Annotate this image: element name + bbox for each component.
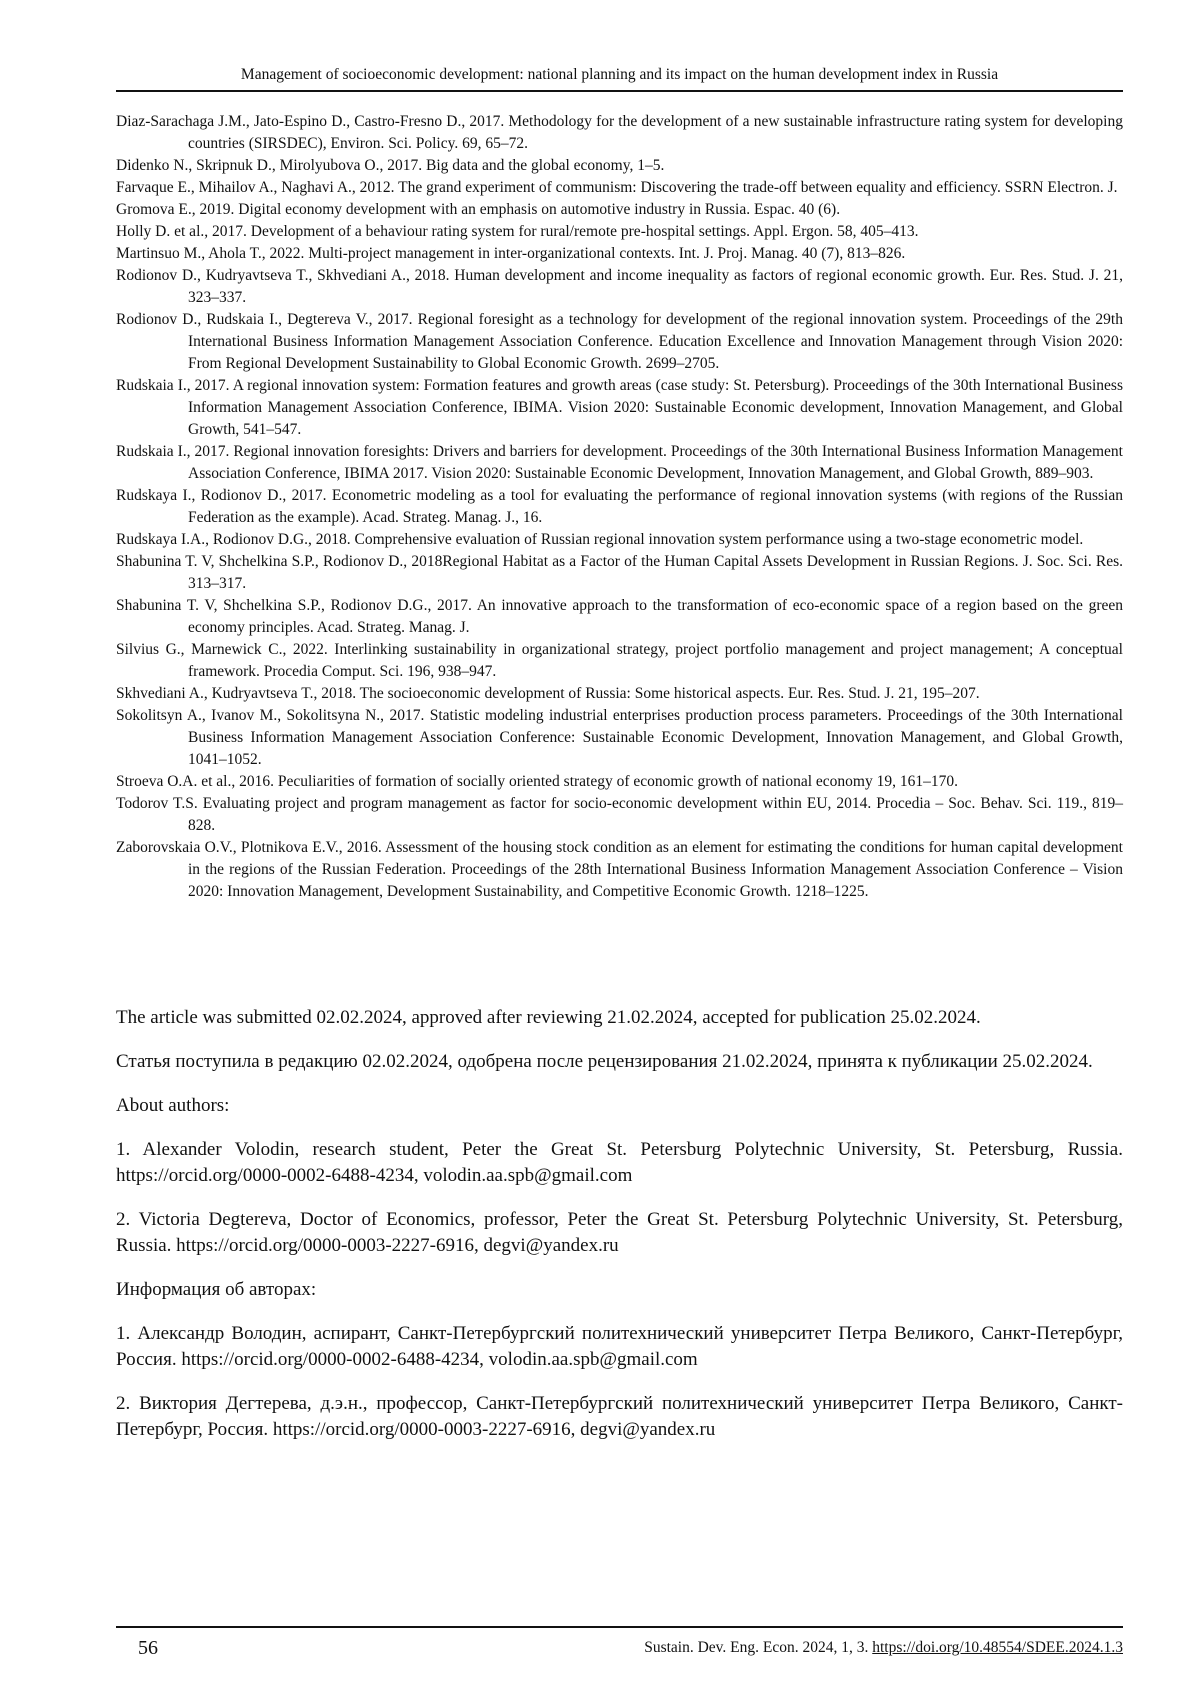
reference-list xyxy=(116,111,1123,903)
article-back-matter xyxy=(116,1005,1123,1461)
journal-citation xyxy=(644,1638,1123,1658)
reference-item: Stroeva O.A. et al., 2016. Peculiarities of formation of socially oriented strategy of economic growth of national economy 19, 161–170. xyxy=(116,773,958,790)
author-entry-en: 1. Alexander Volodin, research student, Peter the Great St. Petersburg Polytechnic University, St. Petersburg, Russia. https://orcid.org/0000-0002-6488-4234, volodin.aa.spb@gmail.com xyxy=(116,1139,1123,1186)
page-number: 56 xyxy=(138,1637,158,1659)
reference-item: Todorov T.S. Evaluating project and program management as factor for socio-economic development within EU, 2014. Procedia – Soc. Behav. Sci. 119., 819–828. xyxy=(116,795,1123,834)
author-entry-ru: 2. Виктория Дегтерева, д.э.н., профессор, Санкт-Петербургский политехнический университет Петра Великого, Санкт-Петербург, Россия. https://orcid.org/0000-0003-2227-6916, degvi@yandex.ru xyxy=(116,1393,1123,1440)
doi-link[interactable]: https://doi.org/10.48554/SDEE.2024.1.3 xyxy=(872,1639,1123,1656)
reference-item: Zaborovskaia O.V., Plotnikova E.V., 2016. Assessment of the housing stock condition as an element for estimating the conditions for human capital development in the regions of the Russian Federation. Proceedings of the 28th International Business Information Management Association Conference – Vision 2020: Innovation Management, Development Sustainability, and Competitive Economic Growth. 1218–1225. xyxy=(116,839,1123,900)
reference-item: Skhvediani A., Kudryavtseva T., 2018. The socioeconomic development of Russia: Some historical aspects. Eur. Res. Stud. J. 21, 195–207. xyxy=(116,685,980,702)
reference-item: Rudskaya I.A., Rodionov D.G., 2018. Comprehensive evaluation of Russian regional innovation system performance using a two-stage econometric model. xyxy=(116,531,1084,548)
reference-item: Rudskaya I., Rodionov D., 2017. Econometric modeling as a tool for evaluating the performance of regional innovation systems (with regions of the Russian Federation as the example). Acad. Strateg. Manag. J., 16. xyxy=(116,487,1123,526)
reference-item: Gromova E., 2019. Digital economy development with an emphasis on automotive industry in Russia. Espac. 40 (6). xyxy=(116,201,841,218)
author-entry-ru: 1. Александр Володин, аспирант, Санкт-Петербургский политехнический университет Петра Великого, Санкт-Петербург, Россия. https://orcid.org/0000-0002-6488-4234, volodin.aa.spb@gmail.com xyxy=(116,1323,1123,1370)
reference-item: Rodionov D., Rudskaia I., Degtereva V., 2017. Regional foresight as a technology for development of the regional innovation system. Proceedings of the 29th International Business Information Management Association Conference. Education Excellence and Innovation Management through Vision 2020: From Regional Development Sustainability to Global Economic Growth. 2699–2705. xyxy=(116,311,1123,372)
reference-item: Shabunina T. V, Shchelkina S.P., Rodionov D.G., 2017. An innovative approach to the transformation of eco-economic space of a region based on the green economy principles. Acad. Strateg. Manag. J. xyxy=(116,597,1123,636)
reference-item: Farvaque E., Mihailov A., Naghavi A., 2012. The grand experiment of communism: Discovering the trade-off between equality and efficiency. SSRN Electron. J. xyxy=(116,179,1118,196)
reference-item: Rudskaia I., 2017. A regional innovation system: Formation features and growth areas (case study: St. Petersburg). Proceedings of the 30th International Business Information Management Association Conference, IBIMA. Vision 2020: Sustainable Economic development, Innovation Management, and Global Growth, 541–547. xyxy=(116,377,1123,438)
about-authors-heading-ru: Информация об авторах: xyxy=(116,1279,317,1300)
journal-name: Sustain. Dev. Eng. Econ. 2024, 1, 3. xyxy=(644,1639,873,1656)
reference-item: Holly D. et al., 2017. Development of a behaviour rating system for rural/remote pre-hospital settings. Appl. Ergon. 58, 405–413. xyxy=(116,223,919,240)
reference-item: Diaz-Sarachaga J.M., Jato-Espino D., Castro-Fresno D., 2017. Methodology for the development of a new sustainable infrastructure rating system for developing countries (SIRSDEC), Environ. Sci. Policy. 69, 65–72. xyxy=(116,113,1123,152)
reference-item: Rudskaia I., 2017. Regional innovation foresights: Drivers and barriers for development. Proceedings of the 30th International Business Information Management Association Conference, IBIMA 2017. Vision 2020: Sustainable Economic Development, Innovation Management, and Global Growth, 889–903. xyxy=(116,443,1123,482)
submission-info-ru: Статья поступила в редакцию 02.02.2024, одобрена после рецензирования 21.02.2024, принята к публикации 25.02.2024. xyxy=(116,1051,1093,1072)
reference-item: Rodionov D., Kudryavtseva T., Skhvediani A., 2018. Human development and income inequality as factors of regional economic growth. Eur. Res. Stud. J. 21, 323–337. xyxy=(116,267,1123,306)
reference-item: Didenko N., Skripnuk D., Mirolyubova O., 2017. Big data and the global economy, 1–5. xyxy=(116,157,665,174)
submission-info-en: The article was submitted 02.02.2024, approved after reviewing 21.02.2024, accepted for publication 25.02.2024. xyxy=(116,1007,981,1028)
reference-item: Shabunina T. V, Shchelkina S.P., Rodionov D., 2018Regional Habitat as a Factor of the Human Capital Assets Development in Russian Regions. J. Soc. Sci. Res. 313–317. xyxy=(116,553,1123,592)
header-rule xyxy=(116,90,1123,92)
footer-rule xyxy=(116,1626,1123,1628)
running-header: Management of socioeconomic development: national planning and its impact on the human development index in Russia xyxy=(240,66,999,83)
author-entry-en: 2. Victoria Degtereva, Doctor of Economics, professor, Peter the Great St. Petersburg Polytechnic University, St. Petersburg, Russia. https://orcid.org/0000-0003-2227-6916, degvi@yandex.ru xyxy=(116,1209,1123,1256)
reference-item: Silvius G., Marnewick C., 2022. Interlinking sustainability in organizational strategy, project portfolio management and project management; A conceptual framework. Procedia Comput. Sci. 196, 938–947. xyxy=(116,641,1123,680)
reference-item: Sokolitsyn A., Ivanov M., Sokolitsyna N., 2017. Statistic modeling industrial enterprises production process parameters. Proceedings of the 30th International Business Information Management Association Conference: Sustainable Economic Development, Innovation Management, and Global Growth, 1041–1052. xyxy=(116,707,1123,768)
about-authors-heading: About authors: xyxy=(116,1095,230,1116)
reference-item: Martinsuo M., Ahola T., 2022. Multi-project management in inter-organizational contexts. Int. J. Proj. Manag. 40 (7), 813–826. xyxy=(116,245,906,262)
